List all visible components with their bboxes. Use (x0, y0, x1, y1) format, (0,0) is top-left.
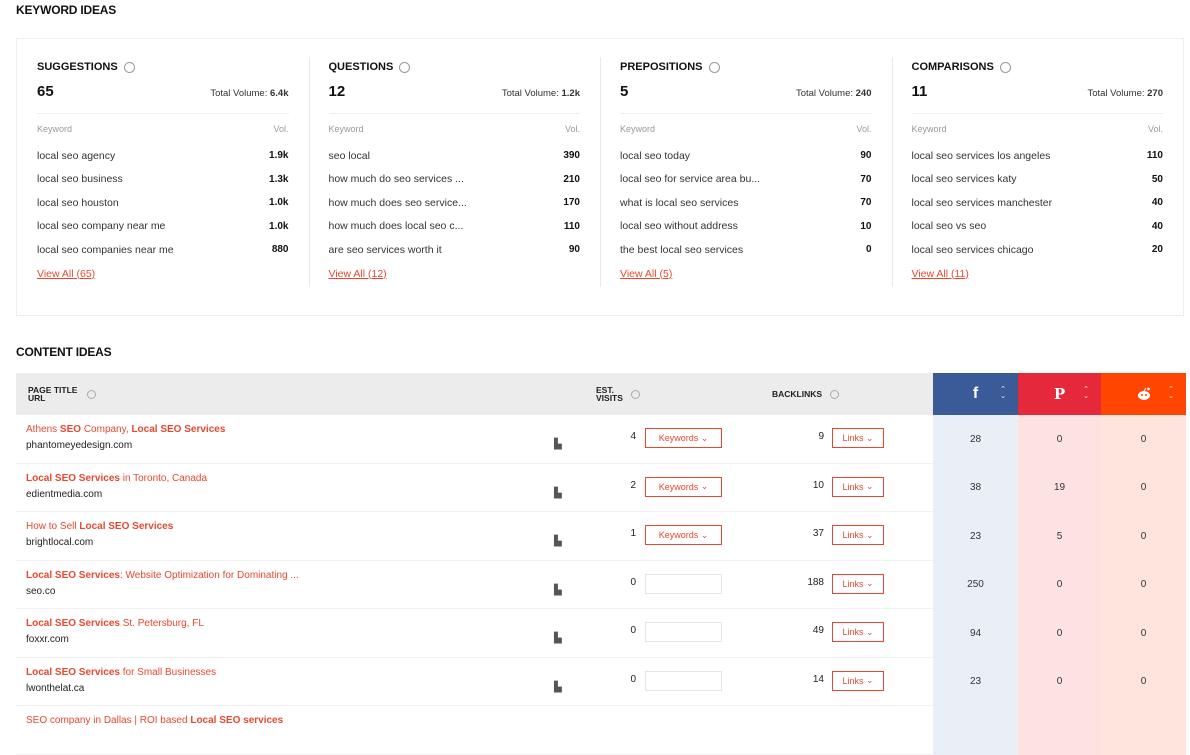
content-ideas-table (16, 373, 1186, 726)
facebook-shares: 23 (933, 512, 1018, 561)
page-title-link[interactable] (26, 667, 216, 678)
divider (912, 113, 1164, 114)
keyword-text[interactable]: how much does seo service... (328, 196, 467, 209)
reddit-shares: 0 (1101, 561, 1186, 610)
keyword-column-prepositions (600, 39, 892, 315)
title-text: in Toronto, Canada (119, 472, 208, 484)
keyword-text[interactable]: local seo without address (620, 220, 738, 233)
total-volume-label: Total Volume: (795, 88, 853, 99)
info-icon[interactable] (1000, 62, 1011, 73)
keyword-text[interactable]: local seo services los angeles (911, 149, 1051, 162)
keyword-row[interactable] (912, 238, 1164, 262)
keywords-dropdown-button (645, 671, 722, 691)
keyword-count-row (37, 83, 289, 101)
keyword-column-heading (37, 59, 289, 75)
keyword-row[interactable] (37, 215, 289, 239)
keyword-text[interactable]: how much does local seo c... (328, 220, 464, 233)
pinterest-shares: 19 (1018, 464, 1101, 513)
header-visits[interactable]: VISITS (596, 393, 623, 403)
chevron-down-icon: ⌄ (700, 481, 709, 491)
keyword-row[interactable] (912, 215, 1164, 239)
chevron-down-icon: ⌄ (865, 675, 874, 685)
chevron-down-icon: ⌄ (865, 529, 874, 540)
chevron-down-icon: ⌄ (865, 578, 874, 588)
content-ideas-header (16, 373, 1186, 415)
pinterest-shares: 0 (1018, 561, 1101, 610)
total-volume (1087, 88, 1163, 99)
chevron-down-icon: ⌄ (865, 626, 874, 637)
est-visits: 1 (630, 528, 636, 539)
total-volume-label: Total Volume: (501, 88, 559, 99)
keyword-table-header (37, 124, 289, 136)
page-domain: brightlocal.com (26, 537, 94, 548)
title-highlight: Local SEO Services (131, 424, 226, 435)
links-label: Links (842, 530, 864, 540)
title-highlight: Local SEO Services (26, 569, 120, 581)
links-dropdown-button[interactable] (832, 671, 884, 691)
keyword-volume: 880 (271, 244, 289, 256)
total-volume-value: 270 (1147, 88, 1163, 99)
keyword-list (37, 144, 289, 262)
keyword-volume: 110 (563, 220, 580, 232)
total-volume-label: Total Volume: (210, 88, 268, 99)
keyword-count-row (620, 83, 872, 101)
title-highlight: Local SEO Services (79, 521, 174, 532)
keyword-volume: 1.0k (269, 197, 289, 209)
keyword-text[interactable]: local seo business (37, 173, 123, 186)
keyword-row[interactable] (620, 168, 872, 192)
pinterest-shares: 0 (1018, 415, 1101, 464)
reddit-shares: 0 (1101, 609, 1186, 658)
title-highlight: Local SEO Services (26, 666, 120, 678)
facebook-shares: 250 (933, 561, 1018, 610)
title-highlight: Local SEO Services (26, 618, 120, 629)
header-backlinks[interactable]: BACKLINKS (772, 389, 823, 399)
keyword-text[interactable]: local seo agency (37, 149, 116, 162)
view-all-link[interactable]: View All (65) (37, 267, 96, 280)
info-icon[interactable] (399, 62, 410, 73)
keywords-dropdown-button[interactable] (645, 428, 722, 448)
keyword-volume: 40 (1151, 197, 1163, 209)
keywords-dropdown-button (645, 622, 722, 642)
page-title-info-icon[interactable] (87, 390, 96, 399)
pinterest-shares: 0 (1018, 658, 1101, 707)
keyword-volume: 390 (563, 150, 580, 162)
page-domain: seo.co (26, 585, 56, 597)
keyword-volume: 70 (860, 197, 872, 209)
keyword-row[interactable] (37, 144, 289, 168)
keyword-count-row (912, 83, 1164, 101)
pinterest-shares: 0 (1018, 609, 1101, 658)
keywords-label: Keywords (658, 481, 699, 492)
keyword-volume: 90 (568, 244, 580, 256)
keyword-column-heading (620, 59, 872, 75)
est-visits: 0 (630, 625, 636, 636)
keyword-volume: 110 (1146, 150, 1163, 162)
keyword-text[interactable]: local seo services manchester (911, 196, 1053, 209)
facebook-column-header[interactable] (933, 373, 1018, 415)
keyword-text[interactable]: the best local seo services (620, 243, 744, 256)
keyword-count: 65 (37, 83, 54, 100)
volume-header[interactable]: Vol. (1147, 124, 1163, 134)
info-icon[interactable] (709, 62, 720, 73)
keyword-text[interactable]: local seo services katy (911, 173, 1017, 186)
reddit-column-header[interactable] (1101, 373, 1186, 415)
table-row (16, 561, 1186, 610)
title-text: SEO company in Dallas | ROI based (26, 715, 191, 726)
keyword-text[interactable]: local seo companies near me (37, 243, 174, 256)
keyword-row[interactable] (620, 215, 872, 239)
keyword-text[interactable]: local seo today (620, 149, 691, 162)
table-row (16, 464, 1186, 513)
keyword-volume: 40 (1151, 220, 1163, 232)
reddit-shares: 0 (1101, 512, 1186, 561)
keyword-volume: 1.9k (269, 150, 289, 162)
keyword-column-name: PREPOSITIONS (620, 61, 703, 73)
facebook-shares: 38 (933, 464, 1018, 513)
keyword-list (329, 144, 581, 262)
chevron-down-icon: ⌄ (865, 432, 874, 443)
page-domain: foxxr.com (26, 634, 69, 645)
reddit-shares: 0 (1101, 658, 1186, 707)
keyword-volume: 1.3k (269, 173, 289, 185)
keyword-text[interactable]: local seo company near me (37, 220, 166, 233)
total-volume (502, 88, 580, 99)
total-volume-label: Total Volume: (1087, 88, 1145, 99)
keyword-list (912, 144, 1164, 262)
keyword-header[interactable]: Keyword (620, 124, 656, 134)
volume-header[interactable]: Vol. (856, 124, 872, 134)
keyword-count: 12 (328, 83, 346, 100)
keyword-row[interactable] (620, 191, 872, 215)
table-row (16, 415, 1186, 464)
content-ideas-body (16, 415, 1186, 755)
keyword-volume: 0 (865, 244, 872, 256)
keyword-text[interactable]: are seo services worth it (328, 243, 442, 256)
backlinks-info-icon[interactable] (830, 390, 839, 399)
sort-arrows-icon[interactable]: ⌃ ⌄ (1168, 386, 1174, 400)
chart-icon[interactable]: ▙ (554, 536, 562, 547)
divider (37, 113, 289, 114)
divider (620, 113, 872, 114)
title-text: for Small Businesses (119, 666, 217, 678)
table-row (16, 512, 1186, 561)
keyword-column-comparisons (892, 39, 1184, 315)
content-ideas-title: CONTENT IDEAS (16, 345, 112, 359)
backlinks-count: 9 (818, 431, 824, 442)
facebook-shares: 23 (933, 658, 1018, 707)
keyword-count: 5 (620, 83, 629, 100)
chevron-down-icon: ⌄ (700, 529, 709, 540)
keyword-volume: 50 (1151, 173, 1163, 185)
keyword-text[interactable]: local seo vs seo (911, 220, 987, 233)
keyword-column-questions (309, 39, 601, 315)
page-title-link[interactable] (26, 618, 204, 629)
volume-header[interactable]: Vol. (273, 124, 289, 134)
total-volume (796, 88, 872, 99)
page-title-link[interactable] (26, 715, 283, 726)
keyword-row[interactable] (37, 191, 289, 215)
backlinks-count: 10 (812, 479, 824, 491)
title-highlight: Local SEO Services (26, 472, 120, 484)
keyword-column-heading (912, 59, 1164, 75)
view-all-link[interactable]: View All (11) (911, 267, 969, 280)
keyword-header[interactable]: Keyword (37, 124, 73, 134)
links-dropdown-button[interactable] (832, 622, 884, 642)
view-all-link[interactable]: View All (12) (328, 267, 387, 280)
keyword-row[interactable] (329, 238, 581, 262)
title-highlight: SEO (59, 424, 82, 435)
links-label: Links (842, 481, 864, 492)
keyword-list (620, 144, 872, 262)
keyword-text[interactable]: local seo services chicago (911, 243, 1034, 256)
keyword-column-heading (329, 59, 581, 75)
page-domain: edientmedia.com (26, 488, 103, 500)
table-row (16, 609, 1186, 658)
facebook-shares: 94 (933, 609, 1018, 658)
pinterest-icon: P (1053, 385, 1066, 403)
header-page-title[interactable]: PAGE TITLE (28, 385, 78, 395)
keyword-header[interactable]: Keyword (328, 124, 364, 134)
page-title-link[interactable] (26, 473, 207, 484)
table-row (16, 706, 1186, 755)
keywords-label: Keywords (658, 433, 699, 443)
links-label: Links (842, 627, 864, 637)
title-text: Athens (26, 424, 60, 435)
pinterest-shares (1018, 706, 1101, 755)
reddit-icon (1136, 387, 1152, 401)
page-title-link[interactable] (26, 570, 299, 581)
keyword-text[interactable]: local seo houston (37, 196, 119, 209)
keyword-volume: 210 (563, 173, 580, 185)
header-est[interactable]: EST. (596, 385, 614, 395)
keyword-table-header (912, 124, 1164, 136)
est-visits: 4 (630, 431, 636, 442)
keywords-dropdown-button[interactable] (645, 525, 722, 545)
keyword-row[interactable] (912, 144, 1164, 168)
est-visits: 2 (630, 479, 636, 491)
page-title-link[interactable] (26, 521, 173, 532)
info-icon[interactable] (124, 62, 135, 73)
keyword-ideas-panel (16, 38, 1184, 316)
keyword-volume: 10 (860, 220, 872, 232)
keyword-row[interactable] (329, 191, 581, 215)
links-dropdown-button[interactable] (832, 525, 884, 545)
keywords-label: Keywords (658, 530, 699, 540)
keyword-row[interactable] (620, 238, 872, 262)
chart-icon[interactable]: ▙ (554, 584, 562, 596)
keyword-row[interactable] (329, 168, 581, 192)
title-text: St. Petersburg, FL (119, 618, 204, 629)
chevron-down-icon: ⌄ (865, 481, 874, 491)
chart-icon[interactable]: ▙ (554, 681, 562, 693)
keyword-count: 11 (911, 83, 928, 100)
backlinks-count: 37 (812, 528, 824, 539)
title-text: : Website Optimization for Dominating ... (119, 569, 299, 581)
keyword-row[interactable] (912, 191, 1164, 215)
keyword-column-name: COMPARISONS (911, 61, 994, 73)
keyword-row[interactable] (912, 168, 1164, 192)
links-dropdown-button[interactable] (832, 428, 884, 448)
keyword-row[interactable] (329, 144, 581, 168)
keyword-ideas-title: KEYWORD IDEAS (16, 3, 117, 17)
keyword-column-name: QUESTIONS (328, 61, 394, 73)
header-main (16, 373, 933, 415)
links-label: Links (842, 578, 864, 589)
keyword-text[interactable]: local seo for service area bu... (620, 173, 761, 186)
keywords-dropdown-button (645, 574, 722, 594)
divider (329, 113, 581, 114)
keyword-row[interactable] (37, 238, 289, 262)
total-volume (210, 88, 288, 99)
page-title-link[interactable] (26, 424, 225, 435)
est-visits: 0 (630, 673, 636, 685)
links-dropdown-button[interactable] (832, 574, 884, 594)
keyword-text[interactable]: seo local (328, 149, 370, 162)
keyword-text[interactable]: how much do seo services ... (328, 173, 464, 186)
total-volume-value: 240 (855, 88, 872, 99)
chevron-down-icon: ⌄ (700, 432, 709, 443)
reddit-shares (1101, 706, 1186, 755)
keyword-count-row (329, 83, 581, 101)
keyword-volume: 20 (1151, 244, 1163, 256)
title-text: Company, (81, 424, 132, 435)
keyword-volume: 170 (563, 197, 580, 209)
keyword-row[interactable] (620, 144, 872, 168)
visits-info-icon[interactable] (631, 390, 640, 399)
title-text: How to Sell (26, 521, 80, 532)
page-domain: lwonthelat.ca (26, 682, 85, 694)
reddit-shares: 0 (1101, 464, 1186, 513)
facebook-icon: f (972, 385, 979, 402)
reddit-shares: 0 (1101, 415, 1186, 464)
page-domain: phantomeyedesign.com (26, 440, 133, 451)
sort-arrows-icon[interactable]: ⌃ ⌄ (1083, 386, 1089, 400)
chart-icon[interactable]: ▙ (554, 439, 562, 450)
view-all-link[interactable]: View All (5) (620, 267, 673, 280)
keyword-row[interactable] (329, 215, 581, 239)
keyword-header[interactable]: Keyword (911, 124, 947, 134)
keyword-table-header (620, 124, 872, 136)
keyword-volume: 1.0k (269, 220, 289, 232)
links-label: Links (842, 433, 864, 443)
backlinks-count: 14 (812, 673, 824, 685)
keyword-text[interactable]: what is local seo services (620, 196, 739, 209)
total-volume-value: 1.2k (561, 88, 580, 99)
links-label: Links (842, 675, 864, 686)
pinterest-column-header[interactable] (1018, 373, 1101, 415)
keyword-column-suggestions (17, 39, 309, 315)
keywords-dropdown-button[interactable] (645, 477, 722, 497)
keyword-row[interactable] (37, 168, 289, 192)
backlinks-count: 49 (812, 625, 824, 636)
links-dropdown-button[interactable] (832, 477, 884, 497)
facebook-shares: 28 (933, 415, 1018, 464)
pinterest-shares: 5 (1018, 512, 1101, 561)
header-url[interactable]: URL (28, 393, 46, 403)
total-volume-value: 6.4k (270, 88, 289, 99)
volume-header[interactable]: Vol. (564, 124, 580, 134)
keyword-column-name: SUGGESTIONS (37, 61, 118, 73)
facebook-shares (933, 706, 1018, 755)
table-row (16, 658, 1186, 707)
keyword-volume: 90 (860, 150, 872, 162)
chart-icon[interactable]: ▙ (554, 487, 562, 499)
sort-arrows-icon[interactable]: ⌃ ⌄ (1000, 386, 1006, 400)
keyword-table-header (329, 124, 581, 136)
keyword-volume: 70 (860, 173, 872, 185)
title-highlight: Local SEO services (190, 715, 284, 726)
backlinks-count: 188 (807, 576, 824, 588)
chart-icon[interactable]: ▙ (554, 633, 562, 644)
est-visits: 0 (630, 576, 636, 588)
